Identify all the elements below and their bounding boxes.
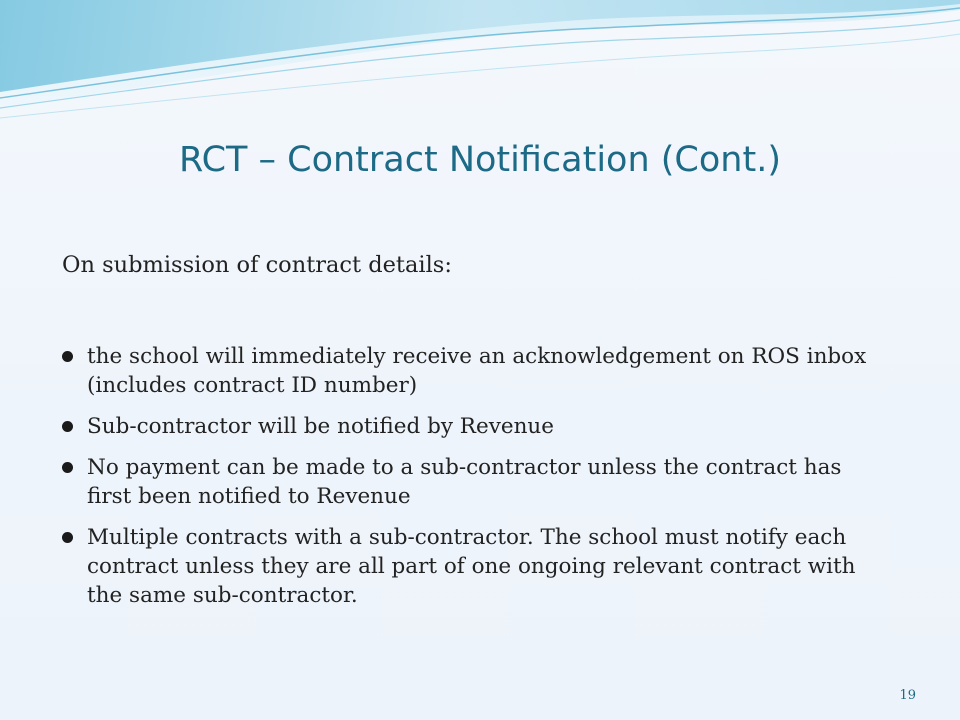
bullet-icon [62,532,73,543]
list-item-text: Multiple contracts with a sub-contractor. The school must notify each contract unless they are all part of one ongoing relevant contract with the same sub-contractor. [87,525,856,608]
bullet-icon [62,462,73,473]
bullet-icon [62,421,73,432]
list-item [62,342,892,400]
bullet-list [62,342,892,622]
list-item [62,523,892,610]
list-item [62,412,892,441]
page-number: 19 [899,688,916,703]
bullet-icon [62,351,73,362]
slide-title: RCT – Contract Notification (Cont.) [179,140,781,180]
intro-text: On submission of contract details: [62,252,452,278]
list-item-text: Sub-contractor will be notified by Revenue [87,414,555,439]
list-item-text: the school will immediately receive an acknowledgement on ROS inbox (includes contract ID number) [87,344,867,398]
list-item-text: No payment can be made to a sub-contractor unless the contract has first been notified to Revenue [87,455,842,509]
header-wave-decoration [0,0,960,130]
list-item [62,453,892,511]
